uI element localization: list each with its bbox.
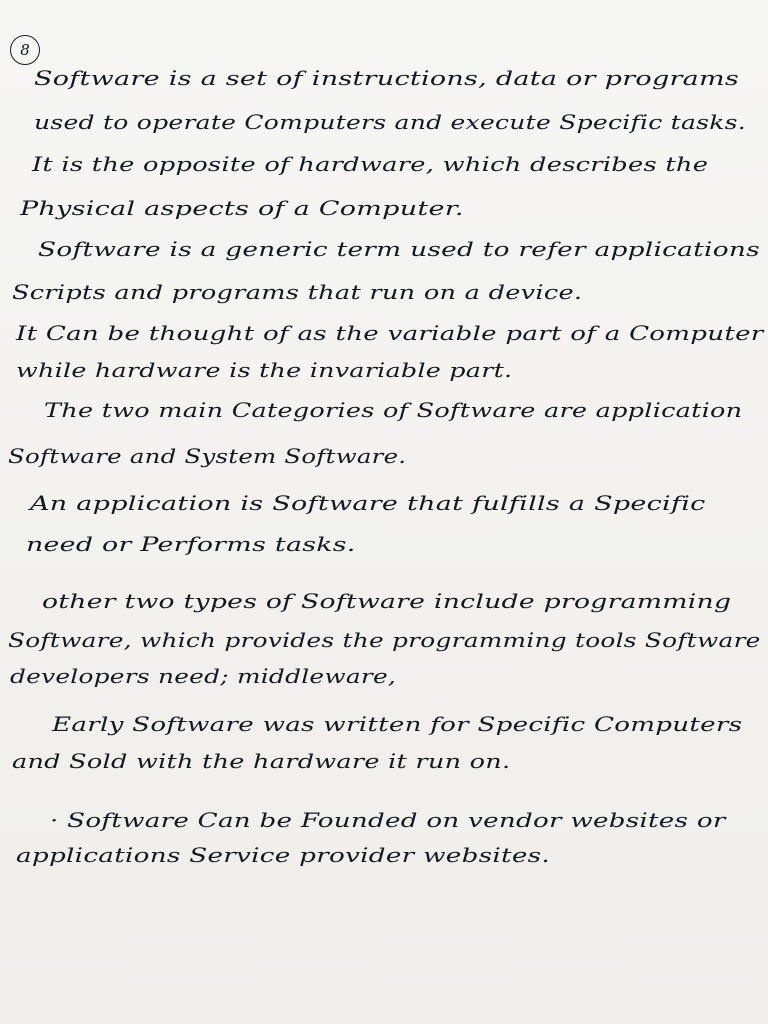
text-line: Physical aspects of a Computer. (20, 196, 464, 220)
text-line: used to operate Computers and execute Specific tasks. (34, 110, 746, 134)
text-line: other two types of Software include programming (42, 589, 732, 613)
text-line: Early Software was written for Specific Computers (52, 712, 743, 736)
text-line: applications Service provider websites. (16, 843, 550, 867)
text-line: The two main Categories of Software are application (44, 398, 743, 422)
text-line: Software, which provides the programming tools Software (8, 628, 761, 652)
page-number: 8 (10, 35, 40, 65)
text-line: It Can be thought of as the variable part of a Computer (16, 321, 764, 345)
text-line: Software is a set of instructions, data or programs (34, 66, 740, 90)
text-line: need or Performs tasks. (26, 532, 356, 556)
text-line: while hardware is the invariable part. (16, 358, 513, 382)
text-line: · Software Can be Founded on vendor websites or (50, 808, 726, 832)
text-line: An application is Software that fulfills a Specific (30, 491, 706, 515)
text-line: and Sold with the hardware it run on. (12, 749, 511, 773)
text-line: Software and System Software. (8, 444, 407, 468)
text-line: Scripts and programs that run on a device. (12, 280, 583, 304)
text-line: Software is a generic term used to refer applications (38, 237, 760, 261)
text-line: It is the opposite of hardware, which describes the (32, 152, 709, 176)
text-line: developers need; middleware, (10, 664, 397, 688)
